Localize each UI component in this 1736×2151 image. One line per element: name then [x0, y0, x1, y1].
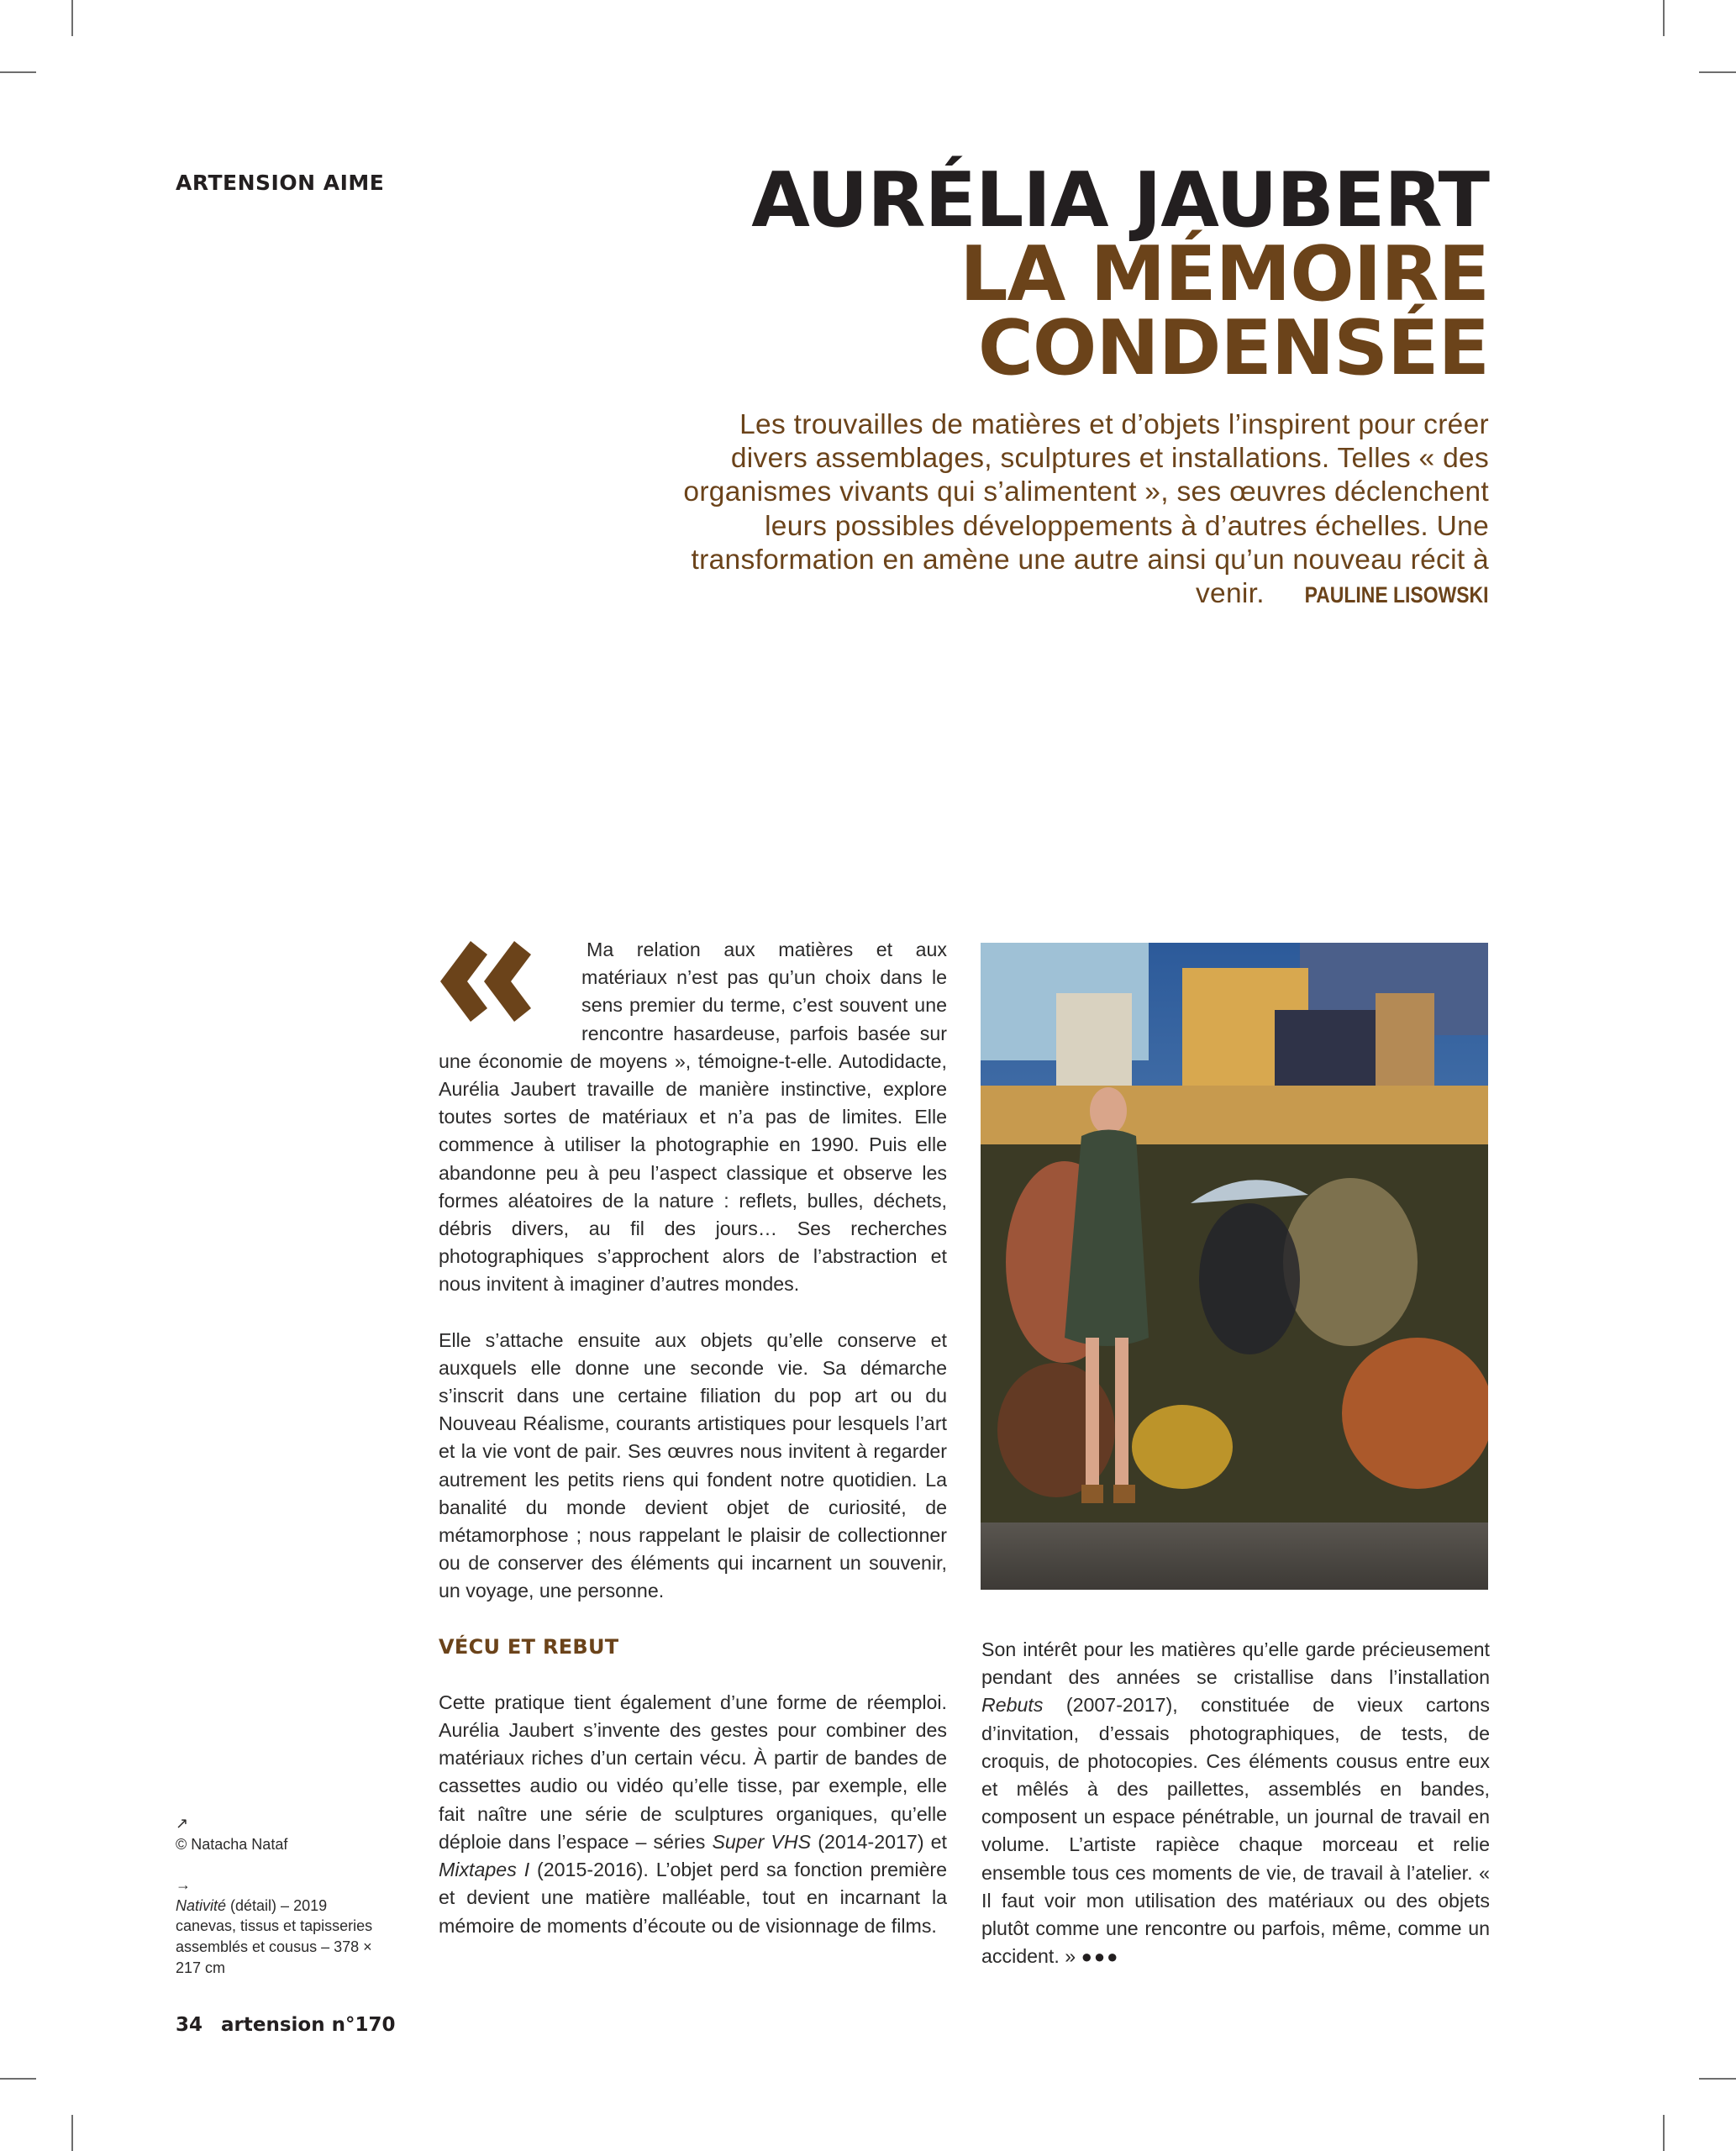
magazine-issue: artension n°170	[221, 2014, 396, 2036]
crop-mark-bottom-right-h	[1699, 2078, 1736, 2080]
paragraph-4	[981, 1636, 1490, 1970]
crop-mark-top-right-h	[1699, 71, 1736, 73]
end-of-article-mark: ●●●	[1081, 1946, 1120, 1968]
page-footer	[176, 2014, 396, 2036]
standfirst	[682, 408, 1489, 612]
opening-quote-icon	[439, 939, 573, 1032]
work-caption-details: canevas, tissus et tapisseries assemblés et cousus – 378 × 217 cm	[176, 1917, 373, 1976]
p3-text-a: Cette pratique tient également d’une forme de réemploi. Aurélia Jaubert s’invente des gestes pour combiner des matériaux riches d’un certain vécu. À partir de bandes de cassettes audio ou vidéo qu’elle tisse, par exemple, elle fait naître une série de sculptures organiques, qu’elle déploie dans l’espace – séries	[439, 1691, 947, 1853]
article-column-left	[439, 936, 947, 1940]
work-title-mixtapes: Mixtapes I	[439, 1859, 530, 1881]
author-byline: PAULINE LISOWSKI	[1305, 582, 1489, 608]
crop-mark-bottom-right-v	[1663, 2115, 1665, 2151]
paragraph-2: Elle s’attache ensuite aux objets qu’elle conserve et auxquels elle donne une seconde vie. Sa démarche s’inscrit dans une certaine filiation du pop art ou du Nouveau Réalisme, courants artistiques pour lesquels l’art et la vie vont de pair. Ses œuvres nous invitent à regarder autrement les petits riens qui fondent notre quotidien. La banalité du monde devient objet de curiosité, de métamorphose ; nous rappelant le plaisir de collectionner ou de conserver des éléments qui incarnent un souvenir, un voyage, une personne.	[439, 1328, 947, 1602]
crop-mark-bottom-left-h	[0, 2078, 36, 2080]
photo-captions	[176, 1813, 377, 1978]
paragraph-1: Ma relation aux matières et aux matériaux n’est pas qu’un choix dans le sens premier du terme, c’est souvent une rencontre hasardeuse, parfois basée sur une économie de moyens », témoigne-t-elle. Autodidacte, Aurélia Jaubert travaille de manière instinctive, explore toutes sortes de matériaux et n’a pas de limites. Elle commence à utiliser la photographie en 1990. Puis elle abandonne peu à peu l’aspect classique et observe les formes aléatoires de la nature : reflets, bulles, déchets, débris divers, au fil des jours… Ses recherches photographiques s’approchent alors de l’abstraction et nous invitent à imaginer d’autres mondes.	[439, 939, 947, 1296]
title-subtitle-line-2: CONDENSÉE	[977, 304, 1489, 392]
section-kicker: ARTENSION AIME	[176, 171, 385, 195]
p4-text-a: Son intérêt pour les matières qu’elle garde précieusement pendant des années se cristallise dans l’installation	[981, 1638, 1490, 1689]
p4-text-b: (2007-2017), constituée de vieux cartons d’invitation, d’essais photographiques, de tests, de croquis, de photocopies. Ces éléments cousus entre eux et mêlés à des paillettes, assemblés en bandes, composent un espace pénétrable, un journal de travail en volume. L’artiste rapièce chaque morceau et relie ensemble tous ces moments de vie, de travail à l’atelier. « Il faut voir mon utilisation des matériaux ou des objets plutôt comme une rencontre ou parfois, même, comme un accident. »	[981, 1694, 1490, 1968]
arrow-up-right-icon: ↗	[176, 1815, 189, 1832]
work-title-nativite: Nativité	[176, 1896, 227, 1914]
work-title-super-vhs: Super VHS	[712, 1830, 812, 1853]
photo-credit: © Natacha Nataf	[176, 1835, 288, 1853]
crop-mark-bottom-left-v	[71, 2115, 73, 2151]
work-title-rebuts: Rebuts	[981, 1694, 1044, 1717]
work-details-1: (détail) – 2019	[226, 1896, 328, 1914]
title-subtitle-line-1: LA MÉMOIRE	[960, 230, 1489, 318]
work-caption-line-1	[176, 1896, 377, 1917]
crop-mark-top-right-v	[1663, 0, 1665, 36]
arrow-right-icon: →	[176, 1876, 191, 1894]
article-title	[751, 156, 1489, 392]
crop-mark-top-left-h	[0, 71, 36, 73]
page-number: 34	[176, 2014, 203, 2036]
tapestry-photo-illustration	[981, 943, 1488, 1590]
p3-text-c: (2015-2016). L’objet perd sa fonction première et devient une matière malléable, tout en incarnant la mémoire de moments d’écoute ou de visionnage de films.	[439, 1859, 947, 1937]
guillemet-icon	[439, 939, 538, 1023]
subheading-vecu-et-rebut: VÉCU ET REBUT	[439, 1634, 619, 1659]
artist-photo	[981, 943, 1488, 1590]
standfirst-text: Les trouvailles de matières et d’objets l’inspirent pour créer divers assemblages, sculptures et installations. Telles « des organismes vivants qui s’alimentent », ses œuvres déclenchent leurs possibles développements à d’autres échelles. Une transformation en amène une autre ainsi qu’un nouveau récit à venir.	[683, 409, 1489, 610]
title-artist-name: AURÉLIA JAUBERT	[751, 156, 1489, 245]
paragraph-3	[439, 1689, 947, 1940]
article-column-right	[981, 1636, 1490, 1970]
p3-text-b: (2014-2017) et	[811, 1830, 947, 1853]
crop-mark-top-left-v	[71, 0, 73, 36]
